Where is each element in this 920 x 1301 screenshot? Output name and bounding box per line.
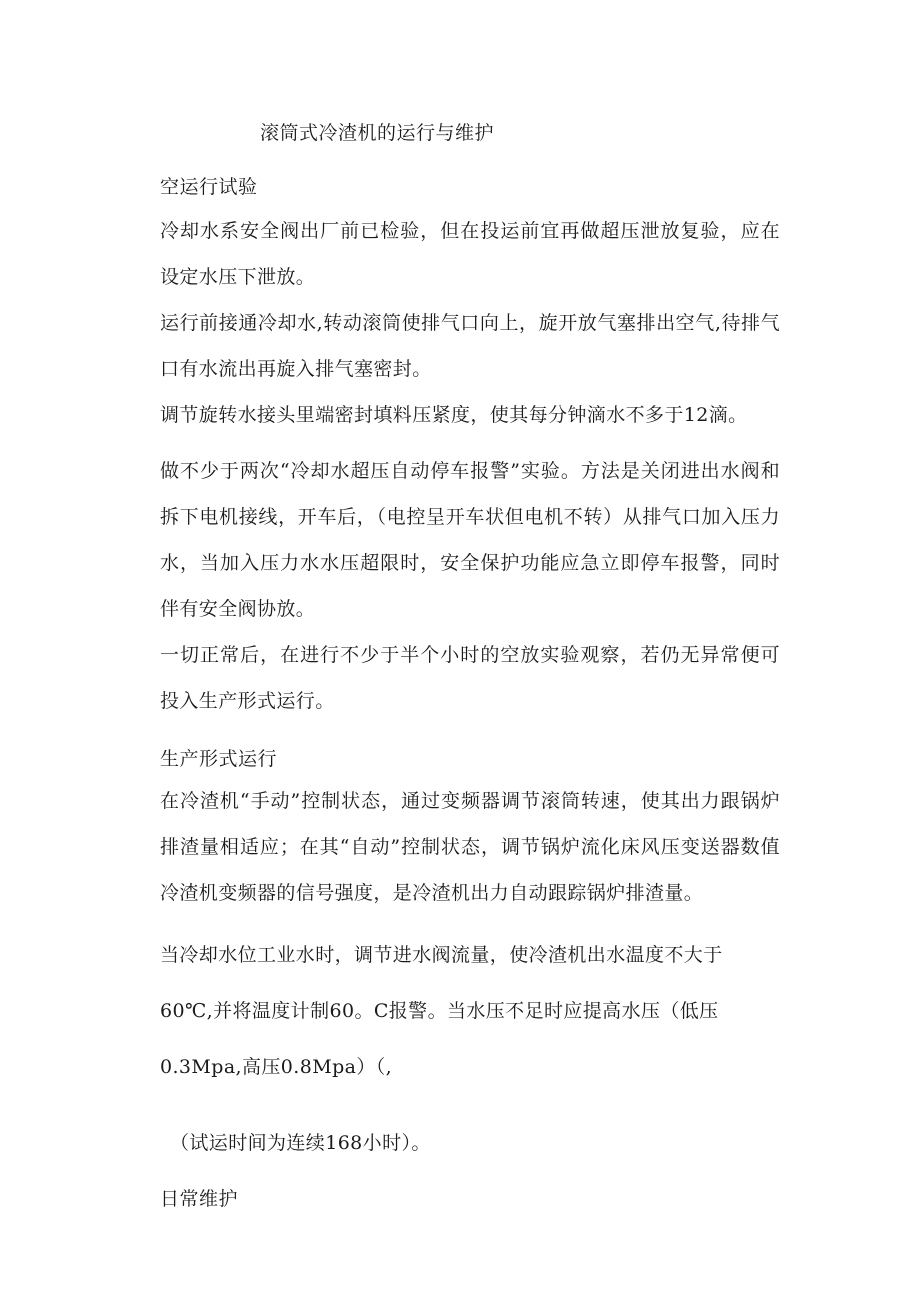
- line-pressure-values: 0.3Mpa,高压0.8Mpa）（,: [160, 1056, 393, 1078]
- line-trial-duration: （试运时间为连续168小时）。: [170, 1132, 431, 1154]
- section-heading-idle-run: 空运行试验: [160, 176, 258, 198]
- paragraph-safety-valve: 冷却水系安全阀出厂前已检验，但在投运前宜再做超压泄放复验，应在设定水压下泄放。: [160, 220, 780, 288]
- document-title: 滚筒式冷渣机的运行与维护: [260, 122, 495, 144]
- line-water-temperature: 当冷却水位工业水时，调节进水阀流量，使冷渣机出水温度不大于: [160, 944, 723, 966]
- section-heading-production-run: 生产形式运行: [160, 748, 278, 770]
- section-heading-daily-maintenance: 日常维护: [160, 1188, 239, 1210]
- paragraph-cooling-water: 运行前接通冷却水,转动滚筒使排气口向上，旋开放气塞排出空气,待排气口有水流出再旋入排气塞密封。: [160, 312, 780, 380]
- paragraph-overpressure-test: 做不少于两次“冷却水超压自动停车报警”实验。方法是关闭进出水阀和拆下电机接线，开车后，（电控呈开车状但电机不转）从排气口加入压力水，当加入压力水水压超限时，安全保护功能应急立即停车报警，同时伴有安全阀协放。: [160, 460, 780, 620]
- paragraph-control-mode: 在冷渣机“手动”控制状态，通过变频器调节滚筒转速，使其出力跟锅炉排渣量相适应；在其“自动”控制状态，调节锅炉流化床风压变送器数值冷渣机变频器的信号强度，是冷渣机出力自动跟踪锅炉排渣量。: [160, 790, 780, 904]
- paragraph-trial-observation: 一切正常后，在进行不少于半个小时的空放实验观察，若仍无异常便可投入生产形式运行。: [160, 644, 780, 712]
- paragraph-seal-adjust: 调节旋转水接头里端密封填料压紧度，使其每分钟滴水不多于12滴。: [160, 404, 748, 426]
- line-temperature-alarm: 60℃,并将温度计制60。C报警。当水压不足时应提高水压（低压: [160, 1000, 719, 1022]
